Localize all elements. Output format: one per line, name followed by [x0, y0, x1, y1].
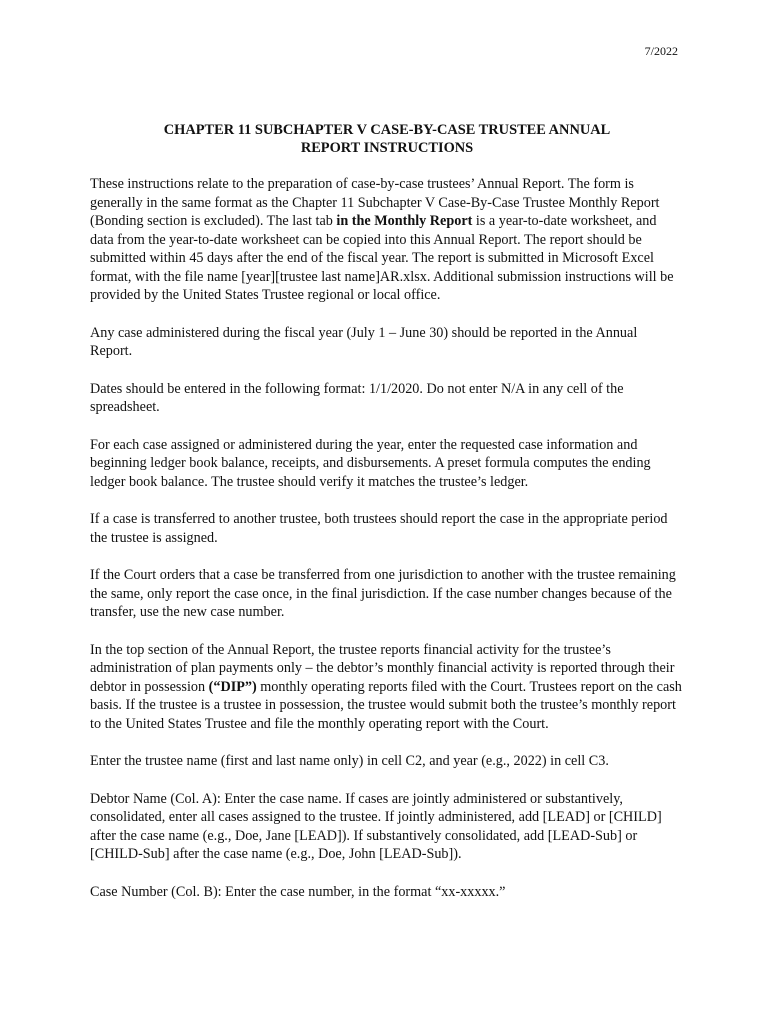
- document-title: [90, 121, 684, 157]
- title-line-1: CHAPTER 11 SUBCHAPTER V CASE-BY-CASE TRUSTEE ANNUAL: [163, 122, 611, 138]
- paragraph-intro-text-c: is a year-to-date worksheet, and data from the year-to-date worksheet can be copied into this Annual Report. The report should be submitted within 45 days after the end of the fiscal year. The report is submitted in Microsoft Excel format, with the file name [year][trustee last name]AR.xlsx. Additional submission instructions will be provided by the United States Trustee regional or local office.: [90, 213, 674, 303]
- paragraph-intro-text-a: These instructions relate to the preparation of case-by-case trustees’ Annual Report. The form is generally in the same format as the Chapter 11 Subchapter V Case-By-Case Trustee Monthly Report (Bonding section is excluded). The last tab: [90, 176, 660, 229]
- paragraph-case-assigned: For each case assigned or administered during the year, enter the requested case information and beginning ledger book balance, receipts, and disbursements. A preset formula computes the ending ledger book balance. The trustee should verify it matches the trustee’s ledger.: [90, 436, 651, 490]
- paragraph-case-number: Case Number (Col. B): Enter the case number, in the format “xx-xxxxx.”: [90, 883, 506, 900]
- paragraph-transferred-trustee: If a case is transferred to another trustee, both trustees should report the case in the appropriate period the trustee is assigned.: [90, 511, 668, 546]
- paragraph-top-section-bold: (“DIP”): [208, 678, 257, 695]
- paragraph-fiscal-year: Any case administered during the fiscal year (July 1 – June 30) should be reported in the Annual Report.: [90, 324, 638, 359]
- title-line-2: REPORT INSTRUCTIONS: [300, 140, 474, 156]
- paragraph-top-section: [90, 641, 682, 734]
- paragraph-date-format: Dates should be entered in the following format: 1/1/2020. Do not enter N/A in any cell of the spreadsheet.: [90, 380, 624, 415]
- paragraph-debtor-name: Debtor Name (Col. A): Enter the case name. If cases are jointly administered or substantively, consolidated, enter all cases assigned to the trustee. If jointly administered, add [LEAD] or [CHILD] after the case name (e.g., Doe, Jane [LEAD]). If substantively consolidated, add [LEAD-Sub] or [CHILD-Sub] after the case name (e.g., Doe, John [LEAD-Sub]).: [90, 790, 662, 862]
- document-body: [90, 175, 682, 901]
- paragraph-intro: [90, 175, 682, 305]
- document-date: 7/2022: [644, 44, 678, 58]
- paragraph-top-section-text-a: In the top section of the Annual Report, the trustee reports financial activity for the trustee’s administration of plan payments only – the debtor’s monthly financial activity is reported through their debtor in possession: [90, 641, 675, 695]
- paragraph-top-section-text-c: monthly operating reports filed with the Court. Trustees report on the cash basis. If the trustee is a trustee in possession, the trustee would submit both the trustee’s monthly report to the United States Trustee and file the monthly operating report with the Court.: [90, 678, 682, 732]
- paragraph-transferred-jurisdiction: If the Court orders that a case be transferred from one jurisdiction to another with the trustee remaining the same, only report the case once, in the final jurisdiction. If the case number changes because of the transfer, use the new case number.: [90, 567, 676, 620]
- paragraph-trustee-name: Enter the trustee name (first and last name only) in cell C2, and year (e.g., 2022) in cell C3.: [90, 753, 609, 769]
- paragraph-intro-bold: in the Monthly Report: [336, 213, 473, 229]
